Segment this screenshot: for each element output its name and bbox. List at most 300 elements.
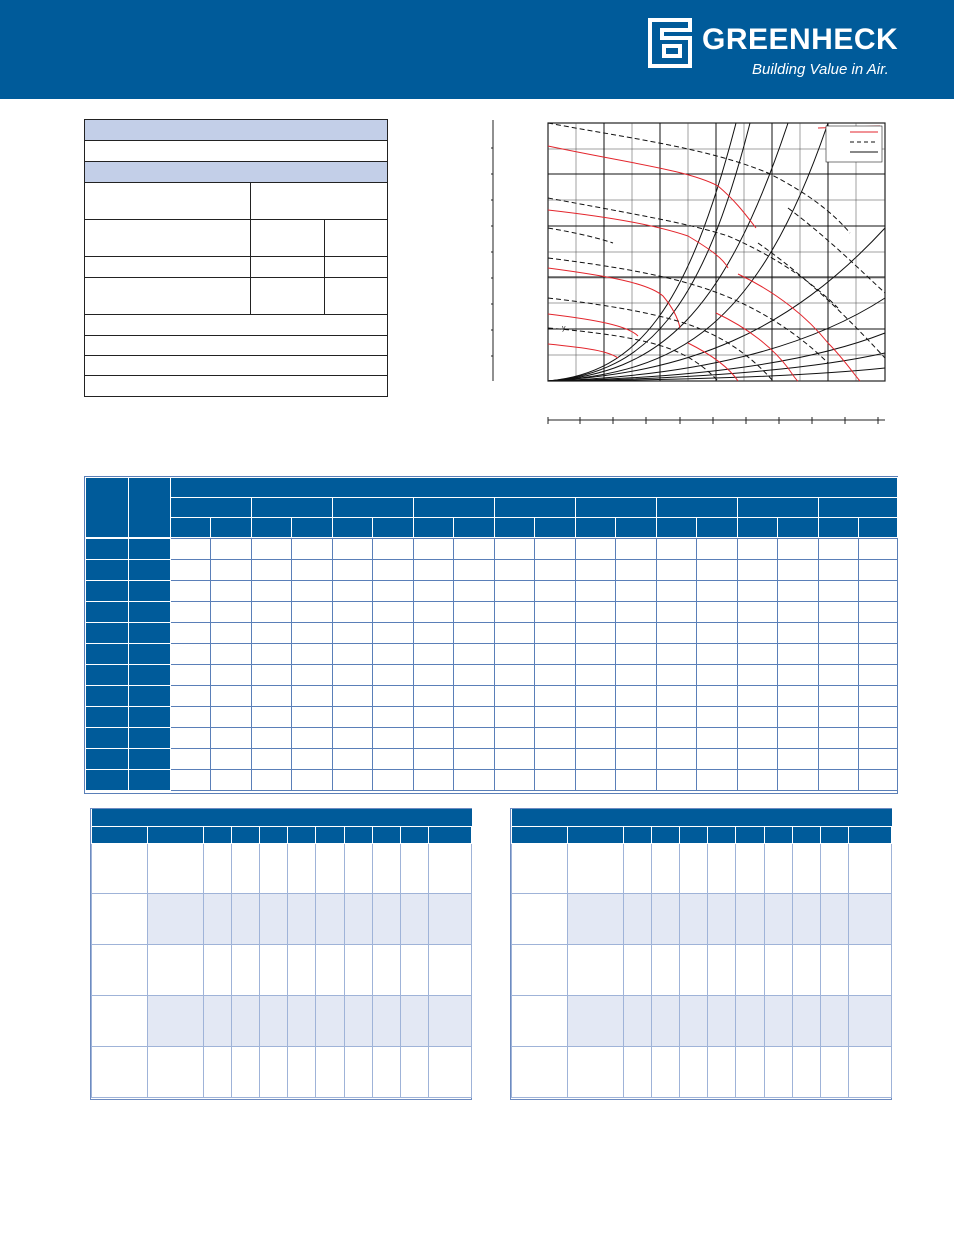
table-row [512, 1046, 892, 1097]
table-cell [576, 623, 616, 644]
table-cell [373, 581, 414, 602]
table-cell [373, 707, 414, 728]
table-cell [333, 770, 373, 791]
table-cell [778, 539, 819, 560]
table-cell [260, 1046, 288, 1097]
table-cell [697, 707, 738, 728]
table-cell [148, 843, 204, 893]
table-cell [495, 665, 535, 686]
table-cell [292, 560, 333, 581]
table-cell [624, 995, 652, 1046]
table-row [92, 995, 472, 1046]
table-cell [652, 944, 680, 995]
table-row [86, 749, 898, 770]
table-row [512, 944, 892, 995]
table-row [86, 770, 898, 791]
table-cell [171, 602, 211, 623]
row-label-cell [129, 665, 171, 686]
table-cell [171, 770, 211, 791]
table-cell [736, 944, 765, 995]
header-cell-1 [86, 478, 129, 538]
table-cell [738, 644, 778, 665]
table-cell [495, 623, 535, 644]
table-cell [414, 665, 454, 686]
table-cell [738, 728, 778, 749]
table-cell [373, 728, 414, 749]
table-cell [576, 581, 616, 602]
brand-tagline: Building Value in Air. [752, 61, 889, 78]
table-cell [849, 995, 892, 1046]
table-cell [568, 995, 624, 1046]
table-cell [778, 623, 819, 644]
table-cell [429, 995, 472, 1046]
table-cell [373, 995, 401, 1046]
brand-logo[interactable] [646, 18, 906, 82]
table-cell [535, 539, 576, 560]
table-cell [657, 728, 697, 749]
header-cell-group [171, 478, 898, 498]
table-cell [576, 770, 616, 791]
table-cell [849, 843, 892, 893]
table-cell [616, 560, 657, 581]
row-label-cell [86, 560, 129, 581]
table-cell [793, 995, 821, 1046]
table-cell [171, 686, 211, 707]
table-cell [495, 602, 535, 623]
table-cell [859, 644, 898, 665]
table-cell [819, 770, 859, 791]
row-label-cell [129, 686, 171, 707]
table-cell [568, 944, 624, 995]
table-cell [211, 602, 252, 623]
table-cell [260, 944, 288, 995]
table-cell [401, 995, 429, 1046]
table-cell [204, 893, 232, 944]
table-cell [765, 944, 793, 995]
table-cell [454, 644, 495, 665]
table-cell [495, 560, 535, 581]
table-cell [252, 707, 292, 728]
table-cell [819, 686, 859, 707]
table-cell [373, 1046, 401, 1097]
table-cell [576, 707, 616, 728]
table-cell [859, 581, 898, 602]
spec-row-5 [85, 278, 387, 315]
table-cell [292, 623, 333, 644]
table-cell [373, 686, 414, 707]
table-cell [616, 602, 657, 623]
table-cell [624, 843, 652, 893]
table-cell [708, 995, 736, 1046]
table-cell [849, 1046, 892, 1097]
table-row [86, 686, 898, 707]
table-cell [535, 770, 576, 791]
performance-table [84, 476, 898, 794]
table-cell [345, 944, 373, 995]
table-cell [454, 686, 495, 707]
table-row [512, 893, 892, 944]
table-cell [333, 749, 373, 770]
table-cell [454, 707, 495, 728]
table-cell [778, 728, 819, 749]
table-cell [859, 728, 898, 749]
table-cell [454, 581, 495, 602]
table-cell [616, 581, 657, 602]
table-cell [373, 623, 414, 644]
table-cell [211, 623, 252, 644]
table-cell [454, 602, 495, 623]
table-cell [657, 644, 697, 665]
table-cell [292, 749, 333, 770]
table-cell [252, 560, 292, 581]
chart-legend [826, 126, 882, 162]
table-cell [373, 770, 414, 791]
table-cell [345, 893, 373, 944]
table-cell [232, 893, 260, 944]
table-cell [778, 581, 819, 602]
table-cell [252, 539, 292, 560]
table-cell [765, 893, 793, 944]
table-cell [697, 560, 738, 581]
table-cell [171, 539, 211, 560]
table-row [86, 602, 898, 623]
table-cell [401, 944, 429, 995]
table-cell [345, 1046, 373, 1097]
table-cell [292, 665, 333, 686]
table-cell [495, 539, 535, 560]
row-label-cell [86, 539, 129, 560]
row-label-cell [512, 893, 568, 944]
table-cell [535, 623, 576, 644]
table-cell [260, 843, 288, 893]
table-cell [616, 686, 657, 707]
table-cell [821, 893, 849, 944]
table-cell [414, 602, 454, 623]
table-row [512, 995, 892, 1046]
table-cell [316, 995, 345, 1046]
table-cell [171, 560, 211, 581]
table-cell [252, 581, 292, 602]
table-cell [657, 749, 697, 770]
table-cell [454, 623, 495, 644]
table-cell [616, 644, 657, 665]
table-cell [232, 944, 260, 995]
table-cell [333, 623, 373, 644]
table-cell [657, 539, 697, 560]
table-cell [414, 644, 454, 665]
table-cell [859, 602, 898, 623]
table-row [86, 581, 898, 602]
table-header-row-1 [86, 478, 898, 498]
table-cell [414, 749, 454, 770]
table-cell [697, 539, 738, 560]
table-cell [778, 707, 819, 728]
table-cell [333, 644, 373, 665]
table-cell [708, 843, 736, 893]
table-cell [260, 995, 288, 1046]
table-cell [292, 602, 333, 623]
table-cell [373, 560, 414, 581]
table-cell [616, 539, 657, 560]
row-label-cell [92, 944, 148, 995]
lower-left-title-row [92, 809, 472, 826]
table-cell [252, 728, 292, 749]
table-cell [204, 1046, 232, 1097]
spec-row-9 [85, 376, 387, 396]
spec-header-1 [85, 120, 387, 141]
table-cell [454, 770, 495, 791]
table-cell [252, 623, 292, 644]
table-cell [535, 686, 576, 707]
table-cell [765, 1046, 793, 1097]
table-cell [859, 623, 898, 644]
table-cell [211, 749, 252, 770]
row-label-cell [92, 843, 148, 893]
table-cell [414, 623, 454, 644]
table-cell [171, 728, 211, 749]
table-cell [288, 995, 316, 1046]
table-cell [414, 581, 454, 602]
lower-right-title-row [512, 809, 892, 826]
table-cell [204, 944, 232, 995]
table-cell [859, 770, 898, 791]
table-cell [454, 749, 495, 770]
row-label-cell [86, 686, 129, 707]
table-cell [708, 1046, 736, 1097]
table-cell [576, 602, 616, 623]
table-cell [316, 1046, 345, 1097]
table-cell [624, 893, 652, 944]
table-cell [859, 749, 898, 770]
table-cell [738, 686, 778, 707]
table-cell [738, 539, 778, 560]
table-cell [292, 728, 333, 749]
table-row [86, 707, 898, 728]
table-cell [778, 644, 819, 665]
table-cell [288, 1046, 316, 1097]
table-row [92, 1046, 472, 1097]
row-label-cell [86, 665, 129, 686]
table-cell [821, 1046, 849, 1097]
brand-name: GREENHECK [702, 23, 899, 56]
table-cell [819, 665, 859, 686]
table-cell [211, 581, 252, 602]
table-header-row-3 [86, 518, 898, 538]
table-cell [616, 749, 657, 770]
performance-chart [488, 118, 898, 428]
table-cell [778, 770, 819, 791]
table-cell [252, 602, 292, 623]
row-label-cell [86, 602, 129, 623]
table-cell [697, 623, 738, 644]
table-cell [697, 770, 738, 791]
table-cell [429, 944, 472, 995]
table-cell [252, 644, 292, 665]
row-label-cell [129, 602, 171, 623]
table-cell [680, 1046, 708, 1097]
table-cell [454, 560, 495, 581]
spec-row-3 [85, 220, 387, 257]
row-label-cell [129, 728, 171, 749]
table-cell [616, 770, 657, 791]
table-cell [401, 1046, 429, 1097]
table-cell [211, 686, 252, 707]
table-cell [373, 665, 414, 686]
table-row [86, 728, 898, 749]
table-cell [232, 843, 260, 893]
table-cell [171, 644, 211, 665]
row-label-cell [86, 644, 129, 665]
table-cell [859, 539, 898, 560]
table-cell [819, 581, 859, 602]
table-cell [568, 1046, 624, 1097]
table-cell [495, 728, 535, 749]
table-cell [708, 944, 736, 995]
table-cell [535, 581, 576, 602]
row-label-cell [86, 707, 129, 728]
table-cell [414, 707, 454, 728]
table-cell [171, 707, 211, 728]
row-label-cell [512, 995, 568, 1046]
table-cell [657, 602, 697, 623]
table-cell [657, 560, 697, 581]
table-cell [657, 665, 697, 686]
table-cell [204, 995, 232, 1046]
table-cell [333, 686, 373, 707]
table-cell [793, 843, 821, 893]
table-row [86, 665, 898, 686]
table-cell [211, 770, 252, 791]
table-cell [616, 665, 657, 686]
table-cell [535, 728, 576, 749]
table-cell [859, 665, 898, 686]
spec-header-2 [85, 162, 387, 183]
row-label-cell [512, 1046, 568, 1097]
table-cell [778, 749, 819, 770]
table-cell [333, 665, 373, 686]
table-cell [316, 843, 345, 893]
table-cell [778, 686, 819, 707]
lower-right-header-row [512, 826, 892, 843]
spec-block [84, 119, 388, 397]
table-cell [652, 843, 680, 893]
table-cell [211, 665, 252, 686]
table-cell [576, 644, 616, 665]
lower-left-header-row [92, 826, 472, 843]
row-label-cell [92, 893, 148, 944]
table-row [92, 843, 472, 893]
table-cell [211, 560, 252, 581]
table-cell [454, 539, 495, 560]
table-cell [495, 581, 535, 602]
row-label-cell [86, 728, 129, 749]
table-cell [373, 893, 401, 944]
table-cell [292, 581, 333, 602]
table-cell [495, 686, 535, 707]
table-cell [680, 995, 708, 1046]
table-cell [495, 749, 535, 770]
table-cell [211, 644, 252, 665]
table-cell [738, 749, 778, 770]
table-cell [697, 665, 738, 686]
lower-right-table [510, 808, 892, 1100]
table-cell [252, 665, 292, 686]
table-cell [232, 1046, 260, 1097]
table-cell [738, 560, 778, 581]
table-cell [333, 602, 373, 623]
table-cell [736, 995, 765, 1046]
table-cell [778, 560, 819, 581]
row-label-cell [129, 560, 171, 581]
greenheck-logo-icon [646, 18, 696, 68]
table-cell [652, 1046, 680, 1097]
row-label-cell [92, 1046, 148, 1097]
table-cell [252, 770, 292, 791]
table-cell [765, 843, 793, 893]
table-cell [373, 944, 401, 995]
table-cell [819, 560, 859, 581]
table-row [86, 560, 898, 581]
table-cell [288, 843, 316, 893]
table-row [512, 843, 892, 893]
row-label-cell [86, 581, 129, 602]
table-cell [414, 539, 454, 560]
table-cell [535, 707, 576, 728]
table-cell [316, 893, 345, 944]
table-cell [821, 944, 849, 995]
table-cell [345, 995, 373, 1046]
table-cell [859, 686, 898, 707]
table-row [92, 893, 472, 944]
row-label-cell [129, 707, 171, 728]
spec-row-4 [85, 257, 387, 278]
table-cell [736, 843, 765, 893]
table-cell [680, 843, 708, 893]
table-cell [211, 539, 252, 560]
table-cell [793, 893, 821, 944]
table-row [86, 644, 898, 665]
table-cell [288, 944, 316, 995]
row-label-cell [86, 623, 129, 644]
table-cell [736, 893, 765, 944]
header-cell-2 [129, 478, 171, 538]
table-cell [292, 770, 333, 791]
table-cell [373, 644, 414, 665]
table-cell [429, 843, 472, 893]
table-cell [793, 944, 821, 995]
table-cell [819, 539, 859, 560]
table-cell [624, 944, 652, 995]
table-cell [373, 602, 414, 623]
table-cell [708, 893, 736, 944]
table-cell [171, 623, 211, 644]
table-cell [819, 749, 859, 770]
table-cell [535, 560, 576, 581]
table-cell [652, 893, 680, 944]
table-cell [171, 665, 211, 686]
table-cell [454, 665, 495, 686]
row-label-cell [129, 539, 171, 560]
table-cell [568, 843, 624, 893]
table-cell [495, 644, 535, 665]
table-cell [738, 581, 778, 602]
table-row [92, 944, 472, 995]
row-label-cell [129, 581, 171, 602]
spec-row-7 [85, 336, 387, 356]
table-cell [697, 581, 738, 602]
spec-row-8 [85, 356, 387, 376]
table-cell [736, 1046, 765, 1097]
